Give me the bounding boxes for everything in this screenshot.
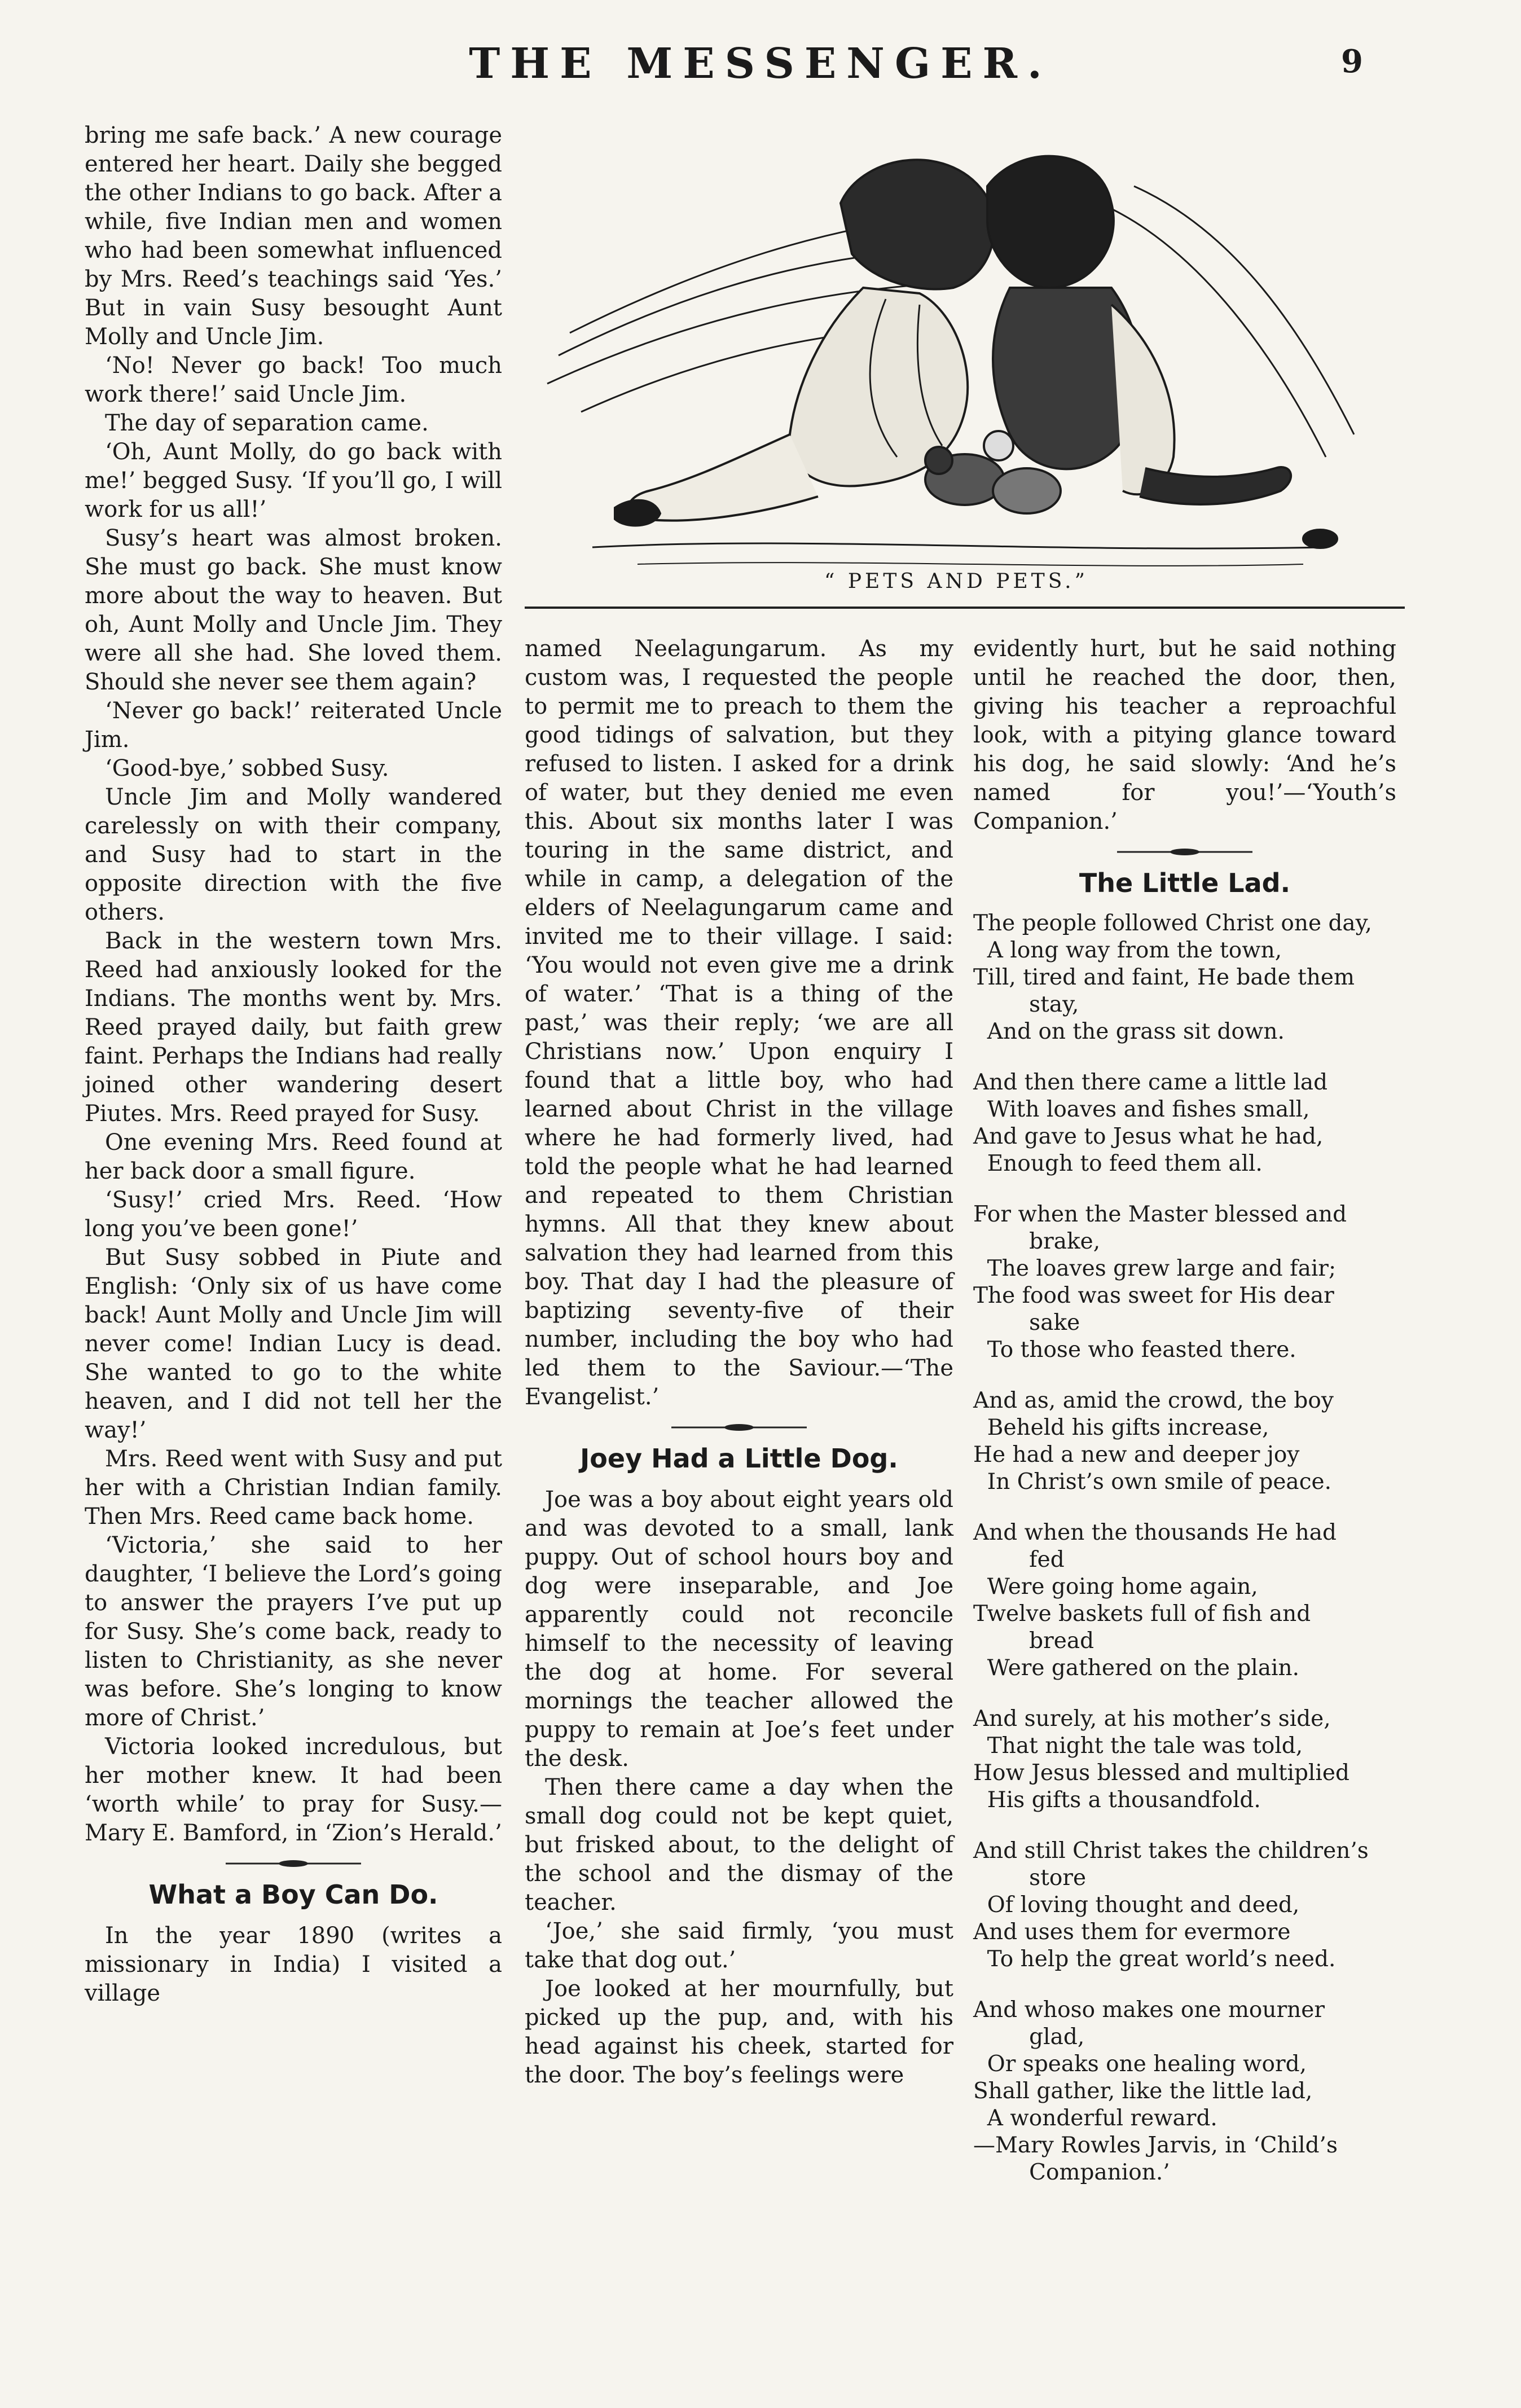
poem-line: And when the thousands He had [973,1520,1337,1545]
poem-line: store [973,1865,1087,1891]
poem-line: For when the Master blessed and [973,1202,1347,1227]
paragraph: evidently hurt, but he said nothing until he reached the door, then, giving his teacher a reproachful look, with a pitying glance toward his dog, he said slowly: ‘And he’s named for you!’—‘Youth’s Companion.’ [973,636,1396,834]
poem-title: The Little Lad. [1079,868,1291,898]
poem-line: sake [973,1310,1080,1335]
paragraph: ‘Joe,’ she said firmly, ‘you must take that dog out.’ [525,1918,953,1973]
poem-line: Were going home again, [973,1574,1258,1600]
paragraph: Susy’s heart was almost broken. She must go back. She must know more about the way to heaven. But oh, Aunt Molly and Uncle Jim. They were all she had. She loved them. Should she never see them again? [85,525,502,695]
right-column [973,635,1396,2186]
poem-line: He had a new and deeper joy [973,1442,1300,1467]
paragraph: Then there came a day when the small dog could not be kept quiet, but frisked about, to the delight of the school and the dismay of the teacher. [525,1774,953,1915]
paragraph: bring me safe back.’ A new courage entered her heart. Daily she begged the other Indians to go back. After a while, five Indian men and women who had been somewhat influenced by Mrs. Reed’s teachings said ‘Yes.’ But in vain Susy besought Aunt Molly and Uncle Jim. [85,122,502,350]
poem-line: And still Christ takes the children’s [973,1838,1369,1864]
paragraph: Victoria looked incredulous, but her mother knew. It had been ‘worth while’ to pray for Susy.—Mary E. Bamford, in ‘Zion’s Herald.’ [85,1734,502,1846]
poem-line: A long way from the town, [973,938,1282,963]
page-number: 9 [1341,43,1363,80]
poem-stanza [973,1387,1396,1496]
poem-line: With loaves and fishes small, [973,1097,1310,1122]
poem-line: glad, [973,2024,1085,2050]
poem-line: Or speaks one healing word, [973,2051,1307,2077]
poem-line: And whoso makes one mourner [973,1997,1325,2023]
poem-line: And uses them for evermore [973,1919,1291,1945]
poem-line: In Christ’s own smile of peace. [973,1469,1332,1495]
paragraph: ‘Victoria,’ she said to her daughter, ‘I believe the Lord’s going to answer the prayers I’ve put up for Susy. She’s come back, ready to listen to Christianity, as she never was before. She’s longing to know more of Christ.’ [85,1532,502,1731]
poem-stanza [973,1706,1396,1814]
poem-line: Twelve baskets full of fish and [973,1601,1311,1627]
paragraph: ‘No! Never go back! Too much work there!’ said Uncle Jim. [85,353,502,407]
poem-attribution: —Mary Rowles Jarvis, in ‘Child’s [973,2133,1338,2158]
paragraph: ‘Good-bye,’ sobbed Susy. [105,755,389,781]
poem-line: The loaves grew large and fair; [973,1256,1337,1281]
illustration-pets [525,118,1388,581]
paragraph: Joe looked at her mournfully, but picked up the pup, and, with his head against his cheek, started for the door. The boy’s feelings were [525,1976,953,2088]
poem-line: Shall gather, like the little lad, [973,2079,1313,2104]
poem-line: And as, amid the crowd, the boy [973,1388,1334,1413]
paragraph: ‘Never go back!’ reiterated Uncle Jim. [85,698,502,753]
article-heading: Joey Had a Little Dog. [580,1443,898,1474]
poem-line: His gifts a thousandfold. [973,1787,1261,1813]
poem-line: And surely, at his mother’s side, [973,1706,1331,1732]
horizontal-rule [525,607,1405,609]
poem-line: That night the tale was told, [973,1733,1303,1759]
paragraph: Back in the western town Mrs. Reed had anxiously looked for the Indians. The months went by. Mrs. Reed prayed daily, but faith grew faint. Perhaps the Indians had really joined other wandering desert Piutes. Mrs. Reed prayed for Susy. [85,928,502,1127]
paragraph: One evening Mrs. Reed found at her back door a small figure. [85,1130,502,1184]
paragraph: In the year 1890 (writes a missionary in India) I visited a village [85,1923,502,2006]
poem-attribution: Companion.’ [973,2160,1170,2185]
poem-stanza [973,1519,1396,1682]
paragraph: Uncle Jim and Molly wandered carelessly on with their company, and Susy had to start in the opposite direction with the five others. [85,784,502,925]
article-heading: What a Boy Can Do. [148,1879,438,1910]
masthead [0,39,1521,107]
poem-line: To help the great world’s need. [973,1946,1336,1972]
poem-line: And gave to Jesus what he had, [973,1124,1324,1149]
paragraph: ‘Susy!’ cried Mrs. Reed. ‘How long you’ve been gone!’ [85,1187,502,1242]
page-title: THE MESSENGER. [469,39,1052,88]
poem-line: Beheld his gifts increase, [973,1415,1269,1440]
poem-line: To those who feasted there. [973,1337,1296,1363]
poem-stanza [973,1997,1396,2132]
poem-stanza [973,1069,1396,1177]
section-divider [666,1423,812,1432]
poem-line: Till, tired and faint, He bade them [973,965,1355,990]
poem-line: Enough to feed them all. [973,1151,1263,1176]
poem-stanza [973,1838,1396,1973]
poem-line: Of loving thought and deed, [973,1892,1300,1918]
illustration-caption: “ PETS AND PETS.” [824,570,1088,593]
section-divider [1111,847,1258,856]
middle-column [525,635,953,2090]
paragraph: ‘Oh, Aunt Molly, do go back with me!’ begged Susy. ‘If you’ll go, I will work for us all!’ [85,439,502,522]
poem-line: The people followed Christ one day, [973,911,1372,936]
paragraph: But Susy sobbed in Piute and English: ‘Only six of us have come back! Aunt Molly and Uncle Jim will never come! Indian Lucy is dead. She wanted to go to the white heaven, and I did not tell her the way!’ [85,1245,502,1443]
poem-line: bread [973,1628,1094,1654]
poem-line: The food was sweet for His dear [973,1283,1334,1308]
left-column [85,121,502,2008]
paragraph: Joe was a boy about eight years old and was devoted to a small, lank puppy. Out of school hours boy and dog were inseparable, and Joe apparently could not reconcile himself to the necessity of leaving the dog at home. For several mornings the teacher allowed the puppy to remain at Joe’s feet under the desk. [525,1487,953,1772]
poem-line: And then there came a little lad [973,1070,1328,1095]
poem-line: fed [973,1547,1065,1572]
poem-line: How Jesus blessed and multiplied [973,1760,1349,1786]
paragraph: named Neelagungarum. As my custom was, I requested the people to permit me to preach to them the good tidings of salvation, but they refused to listen. I asked for a drink of water, but they denied me even this. About six months later I was touring in the same district, and while in camp, a delegation of the elders of Neelagungarum came and invited me to their village. I said: ‘You would not even give me a drink of water.’ ‘That is a thing of the past,’ was their reply; ‘we are all Christians now.’ Upon enquiry I found that a little boy, who had learned about Christ in the village where he had formerly lived, had told the people what he had learned and repeated to them Christian hymns. All that they knew about salvation they had learned from this boy. That day I had the pleasure of baptizing seventy-five of their number, including the boy who had led them to the Saviour.—‘The Evangelist.’ [525,636,953,1410]
poem-stanza [973,910,1396,1045]
section-divider [220,1859,367,1868]
poem-line: Were gathered on the plain. [973,1655,1300,1681]
poem-line: brake, [973,1229,1101,1254]
poem-line: A wonderful reward. [973,2106,1217,2131]
poem-stanza [973,1201,1396,1364]
paragraph: Mrs. Reed went with Susy and put her with a Christian Indian family. Then Mrs. Reed came back home. [85,1446,502,1530]
poem-line: And on the grass sit down. [973,1019,1285,1044]
poem [973,910,1396,2186]
poem-line: stay, [973,992,1079,1017]
paragraph: The day of separation came. [105,410,429,436]
